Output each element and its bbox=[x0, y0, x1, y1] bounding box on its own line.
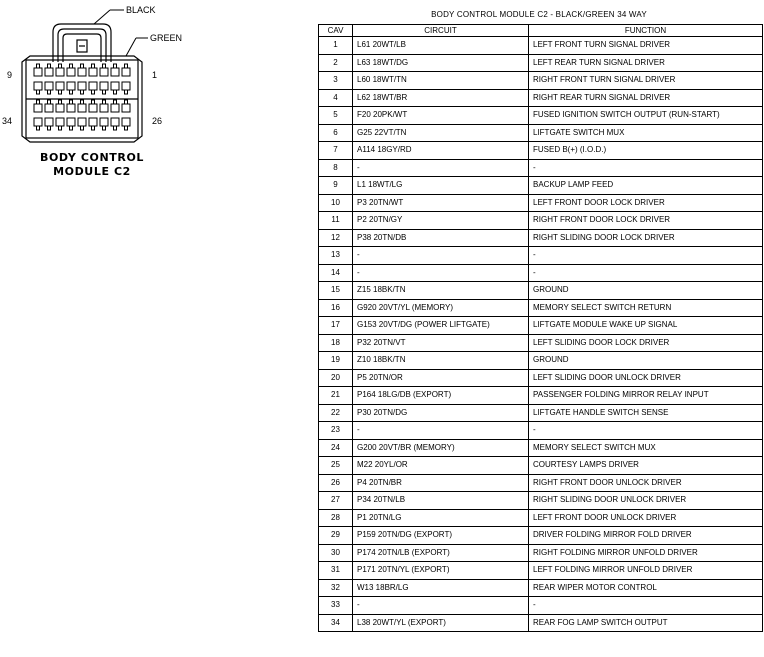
table-row bbox=[319, 597, 763, 615]
circuit-cell: L61 20WT/LB bbox=[353, 37, 529, 55]
terminal-latch bbox=[92, 90, 95, 94]
cav-cell: 27 bbox=[319, 492, 353, 510]
function-cell: LEFT FRONT DOOR LOCK DRIVER bbox=[529, 194, 763, 212]
cav-cell: 8 bbox=[319, 159, 353, 177]
function-cell: RIGHT FRONT DOOR UNLOCK DRIVER bbox=[529, 474, 763, 492]
circuit-cell: F20 20PK/WT bbox=[353, 107, 529, 125]
pin-label-1: 1 bbox=[152, 70, 158, 80]
cav-cell: 32 bbox=[319, 579, 353, 597]
table-row bbox=[319, 474, 763, 492]
function-cell: LEFT FRONT DOOR UNLOCK DRIVER bbox=[529, 509, 763, 527]
function-cell: MEMORY SELECT SWITCH RETURN bbox=[529, 299, 763, 317]
terminal-cavity bbox=[67, 118, 75, 126]
terminal-latch bbox=[81, 90, 84, 94]
table-row bbox=[319, 614, 763, 632]
circuit-cell: Z10 18BK/TN bbox=[353, 352, 529, 370]
terminal-latch bbox=[114, 100, 117, 104]
table-row bbox=[319, 352, 763, 370]
cav-cell: 11 bbox=[319, 212, 353, 230]
pin-label-34: 34 bbox=[2, 116, 13, 126]
terminal-cavity bbox=[45, 118, 53, 126]
table-row bbox=[319, 404, 763, 422]
circuit-cell: P4 20TN/BR bbox=[353, 474, 529, 492]
cav-cell: 31 bbox=[319, 562, 353, 580]
table-row bbox=[319, 387, 763, 405]
circuit-cell: P164 18LG/DB (EXPORT) bbox=[353, 387, 529, 405]
circuit-cell: Z15 18BK/TN bbox=[353, 282, 529, 300]
cav-cell: 12 bbox=[319, 229, 353, 247]
circuit-cell: P1 20TN/LG bbox=[353, 509, 529, 527]
cav-cell: 19 bbox=[319, 352, 353, 370]
terminal-cavity bbox=[122, 68, 130, 76]
circuit-cell: M22 20YL/OR bbox=[353, 457, 529, 475]
table-row bbox=[319, 212, 763, 230]
terminal-cavity bbox=[56, 68, 64, 76]
function-cell: - bbox=[529, 159, 763, 177]
table-title: BODY CONTROL MODULE C2 - BLACK/GREEN 34 WAY bbox=[431, 10, 647, 19]
cav-cell: 16 bbox=[319, 299, 353, 317]
table-row bbox=[319, 299, 763, 317]
circuit-cell: P30 20TN/DG bbox=[353, 404, 529, 422]
cav-cell: 9 bbox=[319, 177, 353, 195]
terminal-latch bbox=[92, 126, 95, 130]
terminal-cavity bbox=[111, 68, 119, 76]
terminal-latch bbox=[103, 126, 106, 130]
cav-cell: 13 bbox=[319, 247, 353, 265]
caption-line-1: BODY CONTROL bbox=[39, 151, 145, 164]
circuit-cell: P5 20TN/OR bbox=[353, 369, 529, 387]
table-header-row bbox=[319, 25, 763, 37]
function-cell: RIGHT REAR TURN SIGNAL DRIVER bbox=[529, 89, 763, 107]
terminal-latch bbox=[37, 90, 40, 94]
terminal-latch bbox=[114, 90, 117, 94]
circuit-cell: L62 18WT/BR bbox=[353, 89, 529, 107]
caption-line-2: MODULE C2 bbox=[53, 165, 131, 178]
function-cell: LEFT FOLDING MIRROR UNFOLD DRIVER bbox=[529, 562, 763, 580]
table-row bbox=[319, 247, 763, 265]
table-row bbox=[319, 422, 763, 440]
cav-cell: 20 bbox=[319, 369, 353, 387]
cav-cell: 29 bbox=[319, 527, 353, 545]
terminal-latch bbox=[37, 126, 40, 130]
cav-cell: 28 bbox=[319, 509, 353, 527]
function-cell: LIFTGATE HANDLE SWITCH SENSE bbox=[529, 404, 763, 422]
circuit-cell: - bbox=[353, 422, 529, 440]
cav-cell: 5 bbox=[319, 107, 353, 125]
circuit-cell: P159 20TN/DG (EXPORT) bbox=[353, 527, 529, 545]
terminal-cavity bbox=[67, 82, 75, 90]
cavity-table bbox=[318, 24, 763, 632]
circuit-cell: P32 20TN/VT bbox=[353, 334, 529, 352]
cav-cell: 21 bbox=[319, 387, 353, 405]
cav-cell: 15 bbox=[319, 282, 353, 300]
table-row bbox=[319, 142, 763, 160]
terminal-latch bbox=[59, 126, 62, 130]
terminal-latch bbox=[48, 100, 51, 104]
terminal-cavity bbox=[78, 118, 86, 126]
function-cell: REAR FOG LAMP SWITCH OUTPUT bbox=[529, 614, 763, 632]
table-row bbox=[319, 124, 763, 142]
cav-cell: 17 bbox=[319, 317, 353, 335]
table-row bbox=[319, 54, 763, 72]
function-cell: MEMORY SELECT SWITCH MUX bbox=[529, 439, 763, 457]
function-cell: BACKUP LAMP FEED bbox=[529, 177, 763, 195]
function-cell: - bbox=[529, 247, 763, 265]
table-row bbox=[319, 509, 763, 527]
black-label: BLACK bbox=[126, 5, 156, 15]
circuit-cell: - bbox=[353, 597, 529, 615]
terminal-cavity bbox=[56, 82, 64, 90]
cav-cell: 22 bbox=[319, 404, 353, 422]
terminal-latch bbox=[70, 64, 73, 68]
function-cell: RIGHT SLIDING DOOR UNLOCK DRIVER bbox=[529, 492, 763, 510]
terminal-cavity bbox=[122, 104, 130, 112]
terminal-cavity bbox=[34, 82, 42, 90]
function-cell: COURTESY LAMPS DRIVER bbox=[529, 457, 763, 475]
circuit-cell: - bbox=[353, 247, 529, 265]
cav-cell: 24 bbox=[319, 439, 353, 457]
terminal-cavity bbox=[34, 104, 42, 112]
terminal-latch bbox=[48, 90, 51, 94]
function-cell: GROUND bbox=[529, 352, 763, 370]
terminal-cavity bbox=[45, 68, 53, 76]
table-row bbox=[319, 89, 763, 107]
function-cell: RIGHT FRONT DOOR LOCK DRIVER bbox=[529, 212, 763, 230]
circuit-cell: G200 20VT/BR (MEMORY) bbox=[353, 439, 529, 457]
cav-cell: 1 bbox=[319, 37, 353, 55]
terminal-latch bbox=[103, 64, 106, 68]
circuit-cell: G25 22VT/TN bbox=[353, 124, 529, 142]
function-cell: LEFT REAR TURN SIGNAL DRIVER bbox=[529, 54, 763, 72]
terminal-latch bbox=[48, 64, 51, 68]
table-row bbox=[319, 579, 763, 597]
table-row bbox=[319, 334, 763, 352]
terminal-latch bbox=[81, 126, 84, 130]
circuit-cell: G920 20VT/YL (MEMORY) bbox=[353, 299, 529, 317]
function-cell: RIGHT SLIDING DOOR LOCK DRIVER bbox=[529, 229, 763, 247]
table-row bbox=[319, 37, 763, 55]
terminal-latch bbox=[103, 90, 106, 94]
terminal-cavity bbox=[100, 82, 108, 90]
cav-cell: 30 bbox=[319, 544, 353, 562]
cav-cell: 23 bbox=[319, 422, 353, 440]
terminal-latch bbox=[92, 100, 95, 104]
terminal-latch bbox=[114, 126, 117, 130]
terminal-latch bbox=[59, 64, 62, 68]
table-row bbox=[319, 562, 763, 580]
cav-cell: 14 bbox=[319, 264, 353, 282]
circuit-cell: L63 18WT/DG bbox=[353, 54, 529, 72]
circuit-cell: L1 18WT/LG bbox=[353, 177, 529, 195]
terminal-latch bbox=[70, 126, 73, 130]
cav-cell: 25 bbox=[319, 457, 353, 475]
circuit-cell: - bbox=[353, 264, 529, 282]
table-row bbox=[319, 527, 763, 545]
terminal-latch bbox=[125, 64, 128, 68]
cav-cell: 4 bbox=[319, 89, 353, 107]
terminal-latch bbox=[37, 100, 40, 104]
terminal-latch bbox=[70, 90, 73, 94]
terminal-cavity bbox=[122, 82, 130, 90]
cav-cell: 7 bbox=[319, 142, 353, 160]
terminal-cavity bbox=[89, 68, 97, 76]
table-row bbox=[319, 369, 763, 387]
terminal-cavity bbox=[78, 82, 86, 90]
table-row bbox=[319, 317, 763, 335]
cav-cell: 18 bbox=[319, 334, 353, 352]
terminal-latch bbox=[92, 64, 95, 68]
terminal-latch bbox=[125, 100, 128, 104]
terminal-cavity bbox=[78, 68, 86, 76]
terminal-cavity bbox=[89, 82, 97, 90]
circuit-cell: P171 20TN/YL (EXPORT) bbox=[353, 562, 529, 580]
table-row bbox=[319, 544, 763, 562]
terminal-cavity bbox=[111, 82, 119, 90]
function-cell: GROUND bbox=[529, 282, 763, 300]
circuit-cell: P2 20TN/GY bbox=[353, 212, 529, 230]
circuit-cell: G153 20VT/DG (POWER LIFTGATE) bbox=[353, 317, 529, 335]
terminal-cavity bbox=[100, 104, 108, 112]
terminal-cavity bbox=[111, 104, 119, 112]
terminal-cavity bbox=[45, 82, 53, 90]
terminal-latch bbox=[103, 100, 106, 104]
pin-label-9: 9 bbox=[7, 70, 13, 80]
terminal-latch bbox=[81, 100, 84, 104]
table-row bbox=[319, 72, 763, 90]
terminal-cavity bbox=[67, 68, 75, 76]
terminal-latch bbox=[37, 64, 40, 68]
pin-label-26: 26 bbox=[152, 116, 163, 126]
circuit-cell: W13 18BR/LG bbox=[353, 579, 529, 597]
function-cell: - bbox=[529, 264, 763, 282]
circuit-cell: P3 20TN/WT bbox=[353, 194, 529, 212]
header-circuit: CIRCUIT bbox=[353, 25, 529, 37]
circuit-cell: P34 20TN/LB bbox=[353, 492, 529, 510]
table-row bbox=[319, 229, 763, 247]
header-function: FUNCTION bbox=[529, 25, 763, 37]
cav-cell: 33 bbox=[319, 597, 353, 615]
terminal-cavity bbox=[34, 118, 42, 126]
terminal-latch bbox=[70, 100, 73, 104]
terminal-cavity bbox=[100, 68, 108, 76]
function-cell: DRIVER FOLDING MIRROR FOLD DRIVER bbox=[529, 527, 763, 545]
terminal-cavity bbox=[56, 118, 64, 126]
terminal-cavity bbox=[122, 118, 130, 126]
terminal-cavity bbox=[111, 118, 119, 126]
function-cell: FUSED IGNITION SWITCH OUTPUT (RUN-START) bbox=[529, 107, 763, 125]
terminal-latch bbox=[114, 64, 117, 68]
function-cell: - bbox=[529, 597, 763, 615]
table-row bbox=[319, 457, 763, 475]
circuit-cell: - bbox=[353, 159, 529, 177]
terminal-latch bbox=[59, 100, 62, 104]
function-cell: LEFT SLIDING DOOR LOCK DRIVER bbox=[529, 334, 763, 352]
connector-caption bbox=[22, 151, 162, 179]
function-cell: RIGHT FOLDING MIRROR UNFOLD DRIVER bbox=[529, 544, 763, 562]
table-row bbox=[319, 107, 763, 125]
circuit-cell: P174 20TN/LB (EXPORT) bbox=[353, 544, 529, 562]
terminal-cavity bbox=[89, 104, 97, 112]
terminal-cavity bbox=[67, 104, 75, 112]
terminal-cavity bbox=[89, 118, 97, 126]
cav-cell: 3 bbox=[319, 72, 353, 90]
terminal-latch bbox=[81, 64, 84, 68]
function-cell: RIGHT FRONT TURN SIGNAL DRIVER bbox=[529, 72, 763, 90]
function-cell: LEFT SLIDING DOOR UNLOCK DRIVER bbox=[529, 369, 763, 387]
function-cell: FUSED B(+) (I.O.D.) bbox=[529, 142, 763, 160]
cav-cell: 6 bbox=[319, 124, 353, 142]
cav-cell: 10 bbox=[319, 194, 353, 212]
table-row bbox=[319, 264, 763, 282]
terminal-latch bbox=[125, 126, 128, 130]
circuit-cell: L38 20WT/YL (EXPORT) bbox=[353, 614, 529, 632]
circuit-cell: P38 20TN/DB bbox=[353, 229, 529, 247]
cav-cell: 26 bbox=[319, 474, 353, 492]
header-cav: CAV bbox=[319, 25, 353, 37]
table-row bbox=[319, 492, 763, 510]
cav-cell: 34 bbox=[319, 614, 353, 632]
function-cell: PASSENGER FOLDING MIRROR RELAY INPUT bbox=[529, 387, 763, 405]
terminal-cavity bbox=[100, 118, 108, 126]
terminal-cavity bbox=[56, 104, 64, 112]
terminal-latch bbox=[125, 90, 128, 94]
table-row bbox=[319, 282, 763, 300]
cav-cell: 2 bbox=[319, 54, 353, 72]
function-cell: REAR WIPER MOTOR CONTROL bbox=[529, 579, 763, 597]
function-cell: - bbox=[529, 422, 763, 440]
table-row bbox=[319, 177, 763, 195]
terminal-cavity bbox=[78, 104, 86, 112]
table-row bbox=[319, 194, 763, 212]
green-label: GREEN bbox=[150, 33, 183, 43]
terminal-latch bbox=[59, 90, 62, 94]
terminal-latch bbox=[48, 126, 51, 130]
table-row bbox=[319, 159, 763, 177]
terminal-cavity bbox=[34, 68, 42, 76]
function-cell: LIFTGATE SWITCH MUX bbox=[529, 124, 763, 142]
circuit-cell: A114 18GY/RD bbox=[353, 142, 529, 160]
function-cell: LIFTGATE MODULE WAKE UP SIGNAL bbox=[529, 317, 763, 335]
terminal-cavity bbox=[45, 104, 53, 112]
function-cell: LEFT FRONT TURN SIGNAL DRIVER bbox=[529, 37, 763, 55]
circuit-cell: L60 18WT/TN bbox=[353, 72, 529, 90]
table-row bbox=[319, 439, 763, 457]
